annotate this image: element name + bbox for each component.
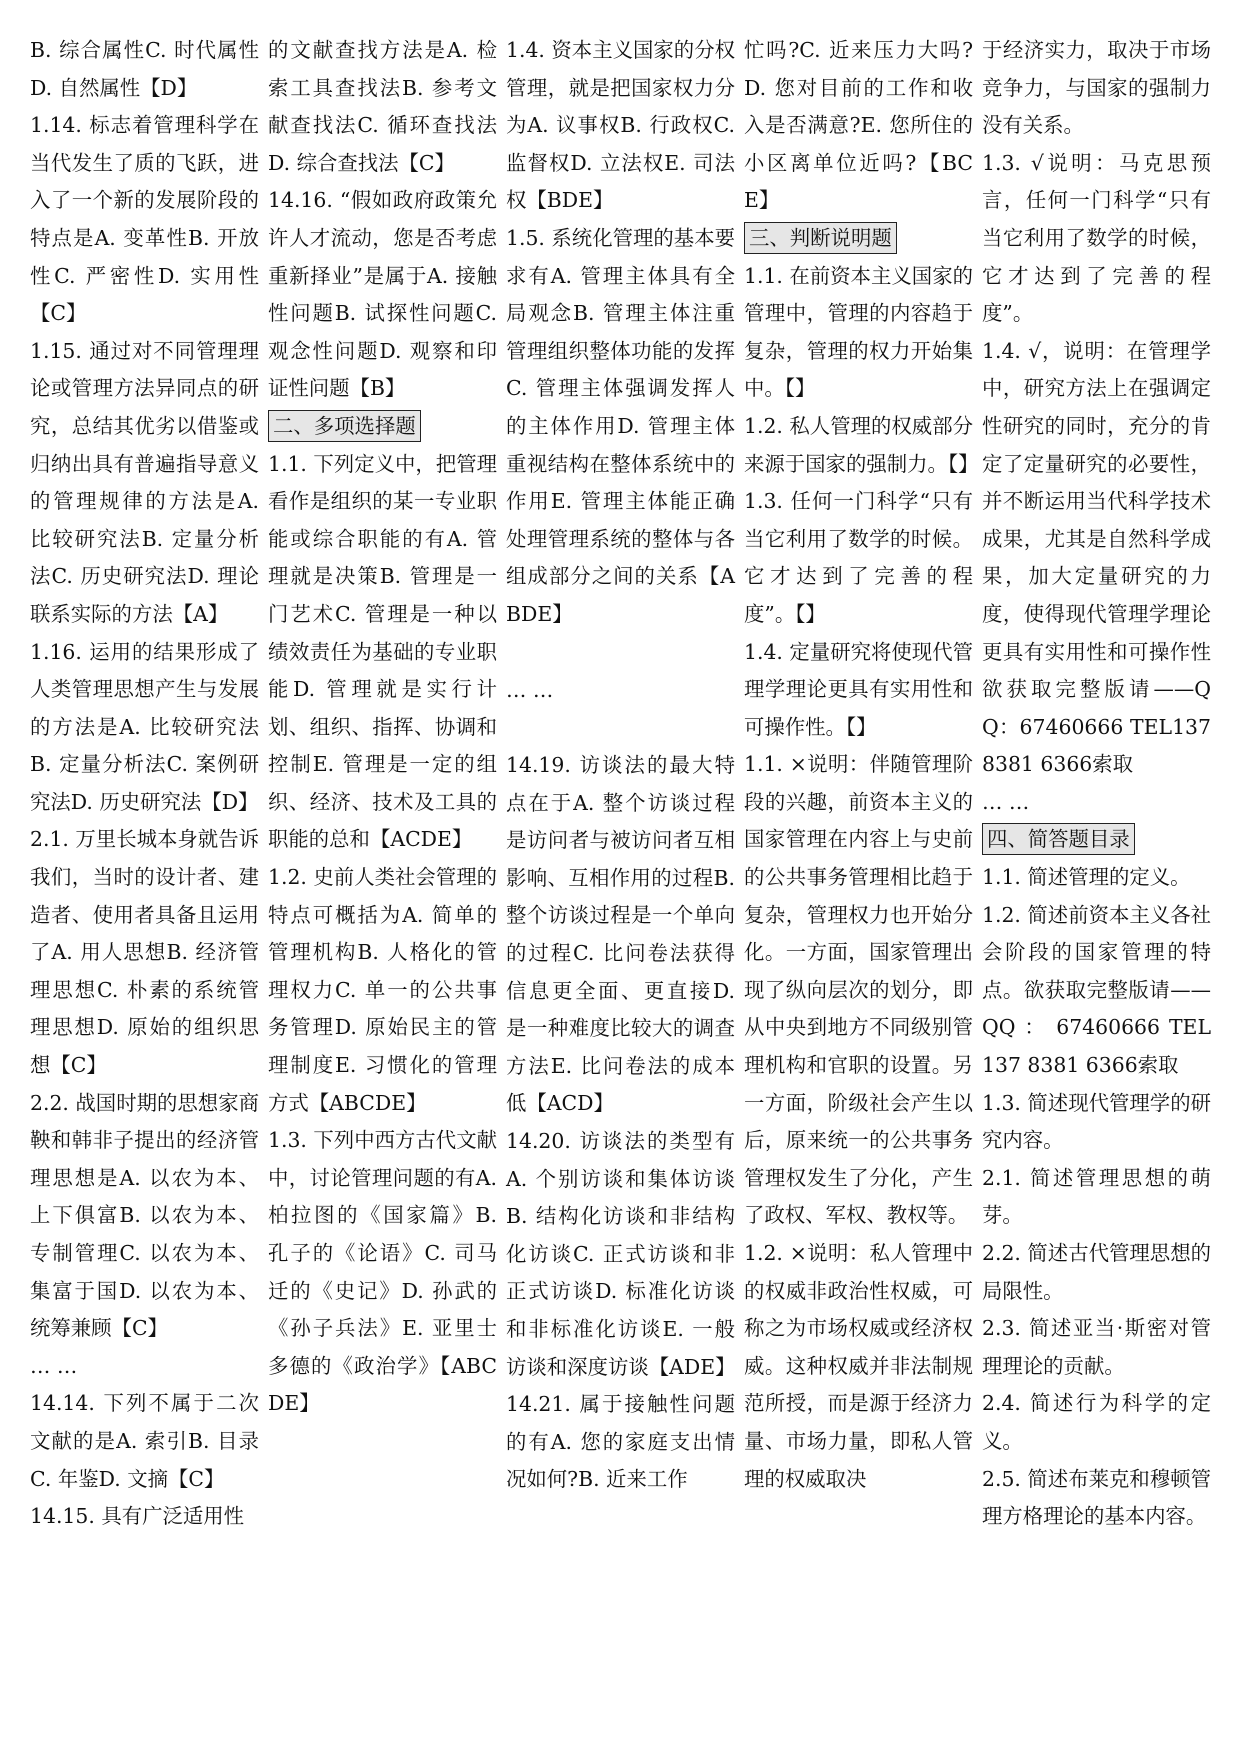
question-paragraph: 14.15. 具有广泛适用性 (30, 1504, 245, 1529)
text-column (30, 32, 259, 1732)
question-paragraph: 2.3. 简述亚当·斯密对管理理论的贡献。 (982, 1316, 1211, 1378)
question-paragraph: 1.3. 任何一门科学“只有当它利用了数学的时候。它才达到了完善的程度”。【】 (744, 489, 973, 626)
question-paragraph: … … (982, 789, 1030, 814)
question-paragraph: 14.20. 访谈法的类型有A. 个别访谈和集体访谈B. 结构化访谈和非结构化访谈C. 正式访谈和非正式访谈D. 标准化访谈和非标准化访谈E. 一般访谈和深度访谈【ADE】 (506, 1129, 736, 1379)
question-paragraph: 2.2. 战国时期的思想家商鞅和韩非子提出的经济管理思想是A. 以农为本、上下俱富B. 以农为本、专制管理C. 以农为本、集富于国D. 以农为本、统筹兼顾【C】 (30, 1090, 259, 1341)
text-column (744, 32, 979, 1732)
question-paragraph: 1.3. 简述现代管理学的研究内容。 (982, 1090, 1211, 1153)
question-paragraph: 1.4. √，说明：在管理学中，研究方法上在强调定性研究的同时，充分的肯定了定量研究的必要性，并不断运用当代科学技术成果，尤其是自然科学成果，加大定量研究的力度，使得现代管理学理论更具有实用性和可操作性欲获取完整版请——QQ：67460666 TEL137 8381 6366索取 (982, 338, 1211, 777)
section-heading: 二、多项选择题 (268, 410, 421, 442)
question-paragraph: 14.16. “假如政府政策允许人才流动，您是否考虑重新择业”是属于A. 接触性问题B. 试探性问题C. 观念性问题D. 观察和印证性问题【B】 (268, 188, 497, 401)
section-heading-row (982, 821, 1211, 859)
document-page (30, 32, 1214, 1732)
question-paragraph: 1.4. 定量研究将使现代管理学理论更具有实用性和可操作性。【】 (744, 639, 973, 739)
question-paragraph: 1.2. 简述前资本主义各社会阶段的国家管理的特点。欲获取完整版请——QQ ： 67460666 TEL137 8381 6366索取 (982, 902, 1211, 1078)
question-paragraph: 1.1. ×说明：伴随管理阶段的兴趣，前资本主义的国家管理在内容上与史前的公共事务管理相比趋于复杂，管理权力也开始分化。一方面，国家管理出现了纵向层次的划分，即从中央到地方不同级别管理机构和官职的设置。另一方面，阶级社会产生以后，原来统一的公共事务管理权发生了分化，产生了政权、军权、教权等。 (744, 752, 973, 1228)
question-paragraph: 1.16. 运用的结果形成了人类管理思想产生与发展的方法是A. 比较研究法B. 定量分析法C. 案例研究法D. 历史研究法【D】 (30, 639, 259, 814)
question-paragraph: 2.1. 简述管理思想的萌芽。 (982, 1165, 1211, 1228)
question-paragraph: … … (30, 1353, 78, 1378)
text-column (268, 32, 497, 1732)
text-column (506, 32, 735, 1732)
section-heading-row (268, 408, 497, 446)
question-paragraph: 1.2. 史前人类社会管理的特点可概括为A. 简单的管理机构B. 人格化的管理权力C. 单一的公共事务管理D. 原始民主的管理制度E. 习惯化的管理方式【ABCDE】 (268, 865, 497, 1115)
question-paragraph: 1.14. 标志着管理科学在当代发生了质的飞跃，进入了一个新的发展阶段的特点是A. 变革性B. 开放性C. 严密性D. 实用性【C】 (30, 113, 259, 326)
text-column (982, 32, 1211, 1732)
spacer (506, 634, 735, 672)
question-paragraph: 2.1. 万里长城本身就告诉我们，当时的设计者、建造者、使用者具备且运用了A. 用人思想B. 经济管理思想C. 朴素的系统管理思想D. 原始的组织思想【C】 (30, 827, 259, 1078)
question-paragraph: B. 综合属性C. 时代属性D. 自然属性【D】 (30, 38, 259, 100)
section-heading: 四、简答题目录 (982, 823, 1135, 855)
question-paragraph: 1.2. 私人管理的权威部分来源于国家的强制力。【】 (744, 413, 979, 476)
question-paragraph: 的文献查找方法是A. 检索工具查找法B. 参考文献查找法C. 循环查找法D. 综合查找法【C】 (268, 38, 497, 175)
question-paragraph: 14.21. 属于接触性问题的有A. 您的家庭支出情况如何?B. 近来工作 (506, 1392, 735, 1492)
question-paragraph: 于经济实力，取决于市场竞争力，与国家的强制力没有关系。 (982, 38, 1211, 138)
section-heading: 三、判断说明题 (744, 222, 897, 254)
question-paragraph: 2.4. 简述行为科学的定义。 (982, 1391, 1211, 1453)
question-paragraph: 14.14. 下列不属于二次文献的是A. 索引B. 目录C. 年鉴D. 文摘【C】 (30, 1391, 259, 1491)
question-paragraph: 1.1. 在前资本主义国家的管理中，管理的内容趋于复杂，管理的权力开始集中。【】 (744, 263, 973, 401)
section-heading-row (744, 220, 973, 258)
question-paragraph: 14.19. 访谈法的最大特点在于A. 整个访谈过程是访问者与被访问者互相影响、互相作用的过程B. 整个访谈过程是一个单向的过程C. 比问卷法获得信息更全面、更直接D. 是一种难度比较大的调查方法E. 比问卷法的成本低【ACD】 (506, 753, 735, 1116)
question-paragraph: 1.15. 通过对不同管理理论或管理方法异同点的研究，总结其优劣以借鉴或归纳出具有普遍指导意义的管理规律的方法是A. 比较研究法B. 定量分析法C. 历史研究法D. 理论联系实际的方法【A】 (30, 338, 259, 626)
question-paragraph: 1.3. 下列中西方古代文献中，讨论管理问题的有A. 柏拉图的《国家篇》B. 孔子的《论语》C. 司马迁的《史记》D. 孙武的《孙子兵法》E. 亚里士多德的《政治学》【ABCDE】 (268, 1128, 497, 1416)
question-paragraph: 1.2. ×说明：私人管理中的权威非政治性权威，可称之为市场权威或经济权威。这种权威并非法制规范所授，而是源于经济力量、市场力量，即私人管理的权威取决 (744, 1241, 973, 1491)
question-paragraph: 2.2. 简述古代管理思想的局限性。 (982, 1241, 1211, 1303)
question-paragraph: 1.3. √说明：马克思预言，任何一门科学“只有当它利用了数学的时候，它才达到了完善的程度”。 (982, 150, 1211, 326)
question-paragraph: 1.1. 下列定义中，把管理看作是组织的某一专业职能或综合职能的有A. 管理就是决策B. 管理是一门艺术C. 管理是一种以绩效责任为基础的专业职能D. 管理就是实行计划、组织、指挥、协调和控制E. 管理是一定的组织、经济、技术及工具的职能的总和【ACDE】 (268, 451, 497, 852)
question-paragraph: 忙吗?C. 近来压力大吗?D. 您对目前的工作和收入是否满意?E. 您所住的小区离单位近吗?【BCE】 (744, 38, 973, 213)
question-paragraph: … … (506, 677, 554, 702)
question-paragraph: 1.1. 简述管理的定义。 (982, 865, 1191, 890)
question-paragraph: 1.4. 资本主义国家的分权管理，就是把国家权力分为A. 议事权B. 行政权C. 监督权D. 立法权E. 司法权【BDE】 (506, 38, 735, 213)
question-paragraph: 1.5. 系统化管理的基本要求有A. 管理主体具有全局观念B. 管理主体注重管理组织整体功能的发挥C. 管理主体强调发挥人的主体作用D. 管理主体重视结构在整体系统中的作用E. 管理主体能正确处理管理系统的整体与各组成部分之间的关系【ABDE】 (506, 225, 735, 626)
spacer (506, 709, 735, 747)
question-paragraph: 2.5. 简述布莱克和穆顿管理方格理论的基本内容。 (982, 1466, 1211, 1529)
